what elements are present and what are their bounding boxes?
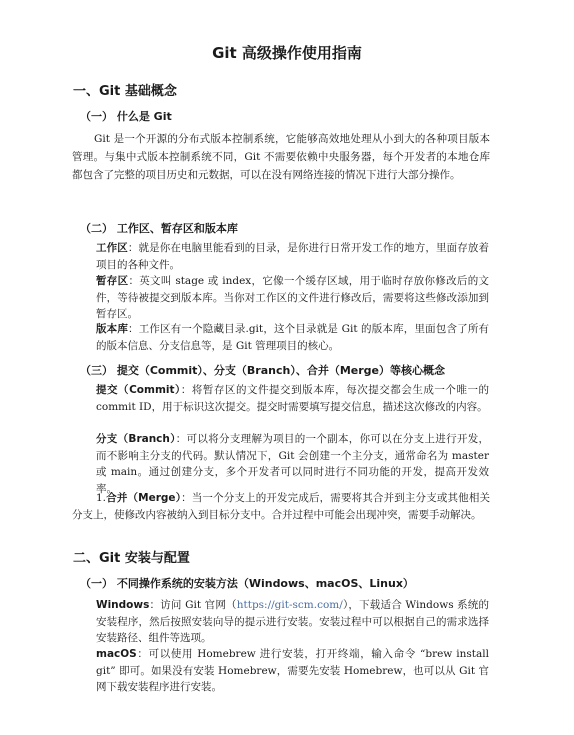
subsection-heading-workspace: （二） 工作区、暂存区和版本库 — [80, 222, 238, 235]
definition-staging-area — [96, 273, 489, 323]
list-number: 1. — [96, 492, 107, 504]
section-heading-install: 二、Git 安装与配置 — [73, 551, 190, 566]
git-website-link[interactable]: https://git-scm.com/ — [236, 599, 343, 611]
term-text: ：当一个分支上的开发完成后，需要将其合并到主分支或其他相关分支上，使修改内容被纳入到目标分支中。合并过程中可能会出现冲突，需要手动解决。 — [72, 492, 490, 521]
definition-repository — [96, 321, 489, 354]
term-text: ），下载适合 Windows 系统的安装程序，然后按照安装向导的提示进行安装。安装过程中可以根据自己的需求选择安装路径、组件等选项。 — [96, 599, 490, 644]
term-text: ：可以将分支理解为项目的一个副本，你可以在分支上进行开发，而不影响主分支的代码。默认情况下，Git 会创建一个主分支，通常命名为 master 或 main。通过创建分支，多个开发者可以同时进行不同功能的开发，提高开发效率。 — [96, 433, 490, 495]
definition-merge — [72, 490, 490, 523]
term-text: ：访问 Git 官网（ — [149, 599, 237, 611]
term-text: ：就是你在电脑里能看到的目录，是你进行日常开发工作的地方，里面存放着项目的各种文件。 — [96, 242, 489, 271]
section-heading-basics: 一、Git 基础概念 — [73, 84, 177, 99]
term-text: ：可以使用 Homebrew 进行安装，打开终端，输入命令 “brew install git” 即可。如果没有安装 Homebrew，需要先安装 Homebrew，也可以从 Git 官网下载安装程序进行安装。 — [96, 648, 489, 693]
subsection-heading-install-methods: （一） 不同操作系统的安装方法（Windows、macOS、Linux） — [80, 577, 414, 590]
term-text: ：英文叫 stage 或 index，它像一个缓存区域，用于临时存放你修改后的文件，等待被提交到版本库。当你对工作区的文件进行修改后，需要将这些修改添加到暂存区。 — [96, 275, 490, 320]
subsection-heading-what-is-git: （一） 什么是 Git — [80, 110, 172, 123]
term-text: ：工作区有一个隐藏目录.git，这个目录就是 Git 的版本库，里面包含了所有的版本信息、分支信息等，是 Git 管理项目的核心。 — [96, 323, 490, 352]
definition-workspace — [96, 240, 489, 273]
document-title: Git 高级操作使用指南 — [212, 44, 362, 62]
term-label: 分支（Branch） — [96, 433, 176, 445]
term-label: 合并（Merge） — [106, 492, 182, 504]
definition-windows-install — [96, 597, 489, 647]
definition-commit — [96, 382, 489, 415]
definition-macos-install — [96, 646, 489, 696]
paragraph-what-is-git: Git 是一个开源的分布式版本控制系统，它能够高效地处理从小到大的各种项目版本管理。与集中式版本控制系统不同，Git 不需要依赖中央服务器，每个开发者的本地仓库都包含了完整的项目历史和元数据，可以在没有网络连接的情况下进行大部分操作。 — [72, 133, 490, 181]
term-text: ：将暂存区的文件提交到版本库，每次提交都会生成一个唯一的 commit ID，用于标识这次提交。提交时需要填写提交信息，描述这次修改的内容。 — [96, 384, 490, 413]
term-label: 版本库 — [96, 323, 129, 335]
subsection-heading-core-concepts: （三） 提交（Commit）、分支（Branch）、合并（Merge）等核心概念 — [80, 364, 445, 377]
term-label: 暂存区 — [96, 275, 129, 287]
term-label: 提交（Commit） — [96, 384, 181, 396]
term-label: 工作区 — [96, 242, 128, 254]
term-label: macOS — [96, 648, 137, 660]
term-label: Windows — [96, 599, 150, 611]
definition-branch — [96, 431, 489, 497]
